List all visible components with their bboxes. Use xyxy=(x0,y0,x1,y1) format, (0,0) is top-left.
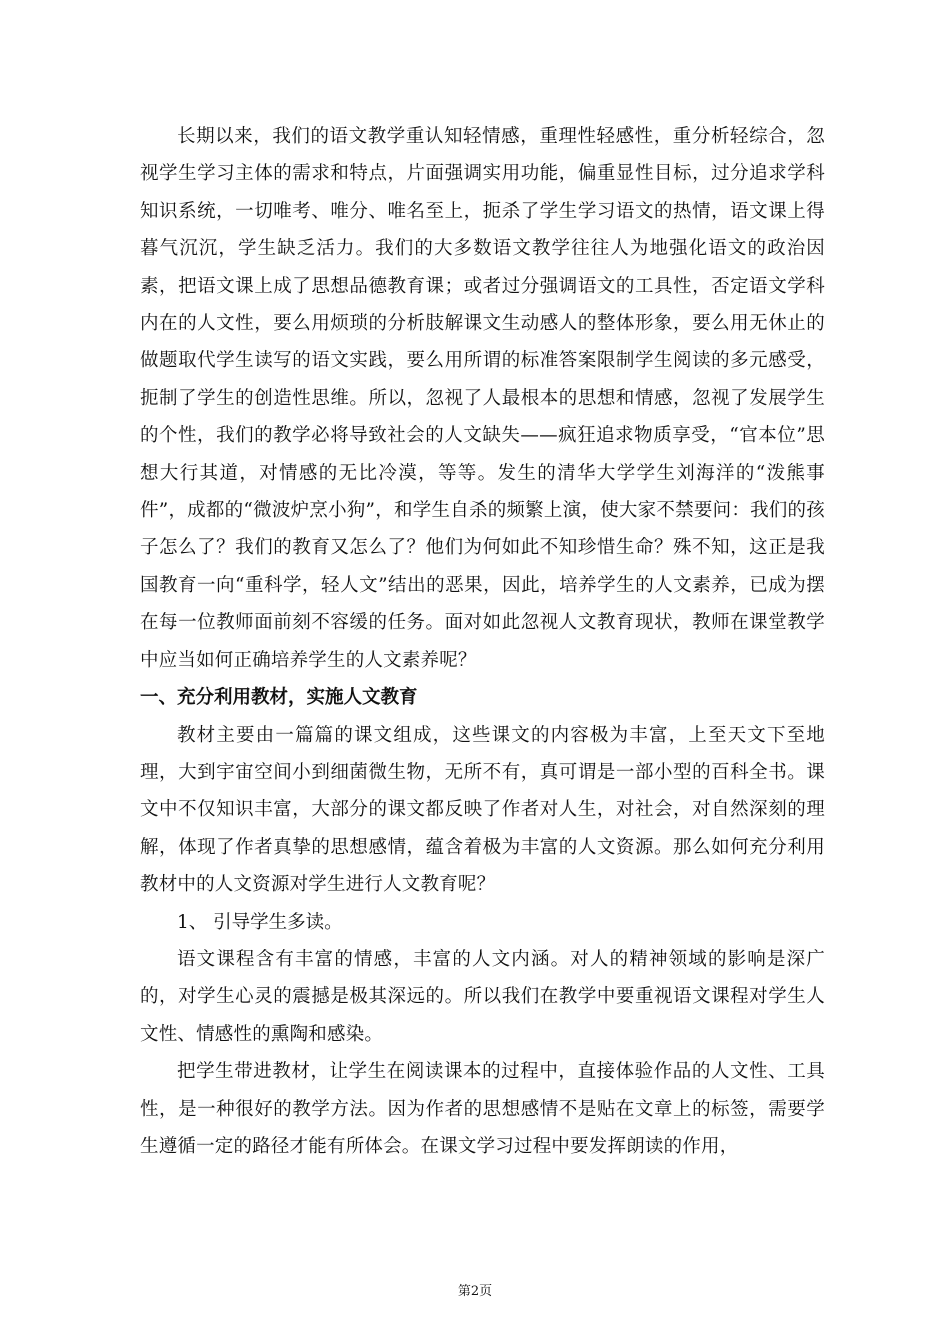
section-paragraph: 语文课程含有丰富的情感，丰富的人文内涵。对人的精神领域的影响是深广的，对学生心灵的震撼是极其深远的。所以我们在教学中要重视语文课程对学生人文性、情感性的熏陶和感染。 xyxy=(140,948,825,1045)
list-item: 1、 引导学生多读。 xyxy=(177,911,343,933)
section-paragraph: 教材主要由一篇篇的课文组成，这些课文的内容极为丰富，上至天文下至地理，大到宇宙空间小到细菌微生物，无所不有，真可谓是一部小型的百科全书。课文中不仅知识丰富，大部分的课文都反映了作者对人生，对社会，对自然深刻的理解，体现了作者真挚的思想感情，蕴含着极为丰富的人文资源。那么如何充分利用教材中的人文资源对学生进行人文教育呢？ xyxy=(140,724,825,896)
page-number: 第2页 xyxy=(457,1284,493,1299)
intro-paragraph: 长期以来，我们的语文教学重认知轻情感，重理性轻感性，重分析轻综合，忽视学生学习主体的需求和特点，片面强调实用功能，偏重显性目标，过分追求学科知识系统，一切唯考、唯分、唯名至上，扼杀了学生学习语文的热情，语文课上得暮气沉沉，学生缺乏活力。我们的大多数语文教学往往人为地强化语文的政治因素，把语文课上成了思想品德教育课；或者过分强调语文的工具性，否定语文学科内在的人文性，要么用烦琐的分析肢解课文生动感人的整体形象，要么用无休止的做题取代学生读写的语文实践，要么用所谓的标准答案限制学生阅读的多元感受，扼制了学生的创造性思维。所以，忽视了人最根本的思想和情感，忽视了发展学生的个性，我们的教学必将导致社会的人文缺失——疯狂追求物质享受，“官本位”思想大行其道，对情感的无比冷漠，等等。发生的清华大学学生刘海洋的“泼熊事件”，成都的“微波炉烹小狗”，和学生自杀的频繁上演，使大家不禁要问：我们的孩子怎么了？我们的教育又怎么了？他们为何如此不知珍惜生命？殊不知，这正是我国教育一向“重科学，轻人文”结出的恶果，因此，培养学生的人文素养，已成为摆在每一位教师面前刻不容缓的任务。面对如此忽视人文教育现状，教师在课堂教学中应当如何正确培养学生的人文素养呢？ xyxy=(140,126,825,671)
section-heading: 一、充分利用教材，实施人文教育 xyxy=(140,687,418,709)
document-body xyxy=(140,118,825,1165)
section-paragraph: 把学生带进教材，让学生在阅读课本的过程中，直接体验作品的人文性、工具性，是一种很好的教学方法。因为作者的思想感情不是贴在文章上的标签，需要学生遵循一定的路径才能有所体会。在课文学习过程中要发挥朗读的作用， xyxy=(140,1061,825,1157)
